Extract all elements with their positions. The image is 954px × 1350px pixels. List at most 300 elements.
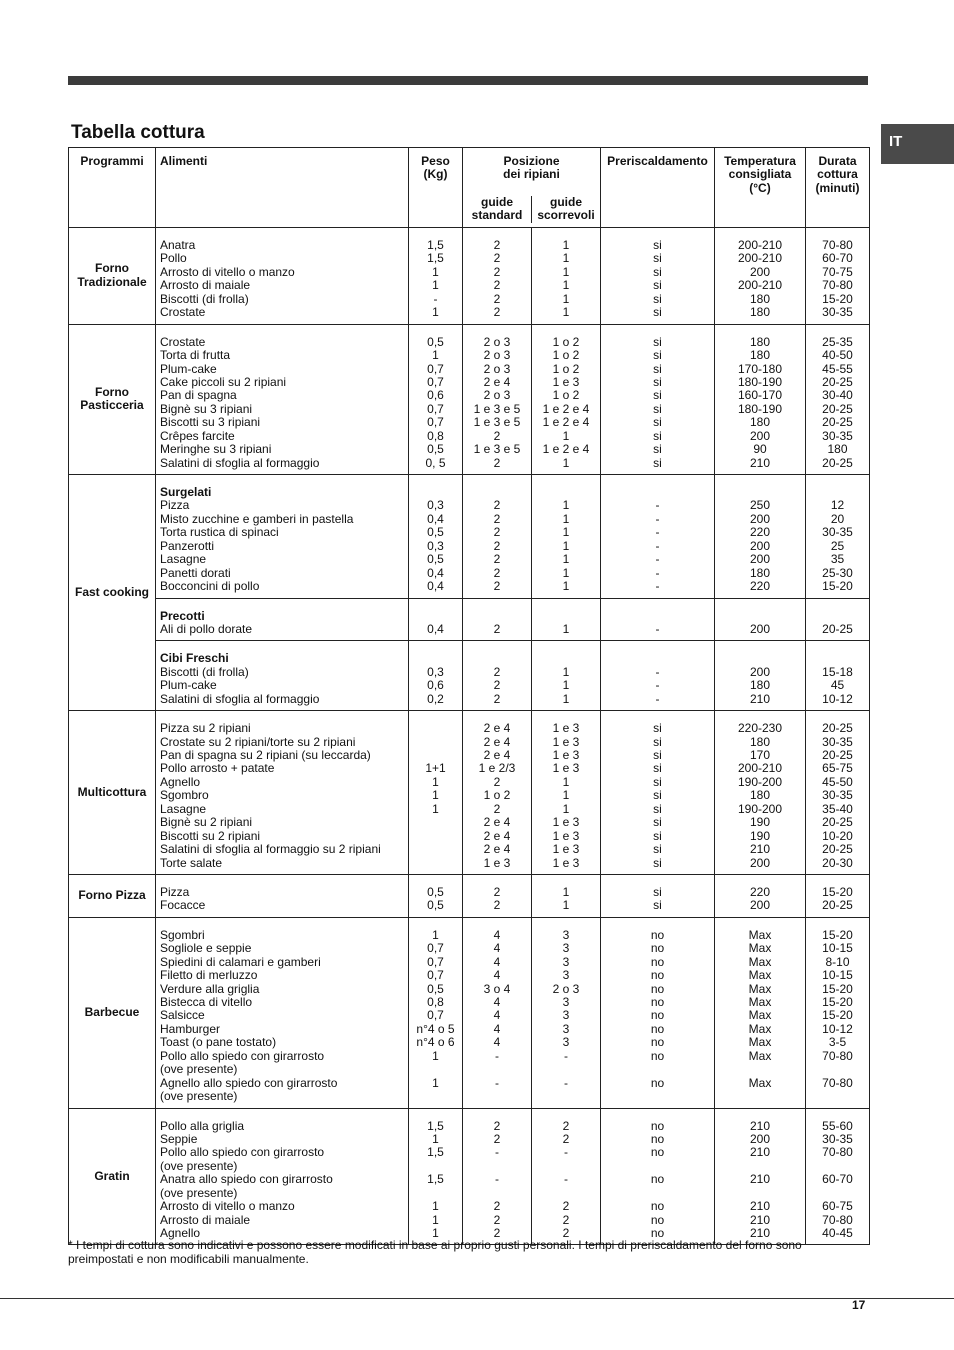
heading-spacer (806, 610, 869, 623)
cell-value: Max (748, 941, 772, 956)
cell-value: 180 (749, 348, 771, 363)
cell-value: 15-18 (822, 664, 853, 679)
cell-value: 2 e 4 (483, 721, 511, 736)
header-preriscaldamento: Preriscaldamento (601, 148, 715, 228)
cell-value (601, 1187, 714, 1200)
cell-value: - (655, 552, 660, 567)
cell-value: 10-15 (822, 968, 853, 983)
cell-value: si (653, 898, 662, 913)
cell-value: 30-35 (822, 734, 853, 749)
cell-value: Anatra allo spiedo con girarrosto (160, 1172, 333, 1187)
cell-value: no (650, 954, 665, 969)
cell-value: 200 (749, 1131, 771, 1146)
program-name-line: Pasticceria (80, 398, 144, 413)
guide-scorrevoli-cell (532, 475, 601, 599)
guide-scorrevoli-cell (532, 641, 601, 711)
cell-value: 0,3 (427, 664, 444, 679)
cell-value: 200 (749, 538, 771, 553)
cell-value: 1 (562, 525, 570, 540)
cell-value: si (653, 361, 662, 376)
cell-value: 2 (493, 678, 501, 693)
temperatura-cell (715, 1108, 806, 1245)
cell-value: 2 (493, 691, 501, 706)
cell-value: 2 (493, 278, 501, 293)
cell-value: 0,7 (427, 941, 444, 956)
cell-value: Biscotti (di frolla) (160, 291, 249, 306)
table-row (69, 641, 870, 711)
temperatura-cell (715, 475, 806, 599)
cell-value (463, 1090, 531, 1103)
cell-value: no (650, 1226, 665, 1240)
cell-value: Anatra (160, 238, 196, 252)
cell-value: 200 (749, 621, 771, 636)
cell-value: 1 o 2 (483, 788, 511, 803)
table-row (69, 324, 870, 474)
cell-value (409, 857, 462, 870)
table-row (69, 1108, 870, 1245)
cell-value: 0,4 (427, 565, 444, 580)
cell-value: 190-200 (737, 774, 783, 789)
cell-value: 1 (432, 774, 439, 789)
cell-value (409, 1187, 462, 1200)
cell-value: 170 (749, 748, 771, 762)
cell-value: Bocconcini di pollo (160, 579, 260, 594)
cell-value: 0,4 (427, 621, 444, 636)
cell-value: Salsicce (160, 1008, 205, 1023)
cell-value: 20 (830, 511, 845, 526)
cell-value: Meringhe su 3 ripiani (160, 442, 272, 457)
cell-value: 45-55 (822, 361, 853, 376)
peso-cell (409, 641, 463, 711)
cell-value: Agnello allo spiedo con girarrosto (160, 1075, 338, 1090)
cell-value (463, 1187, 531, 1200)
cell-value: 1 (562, 801, 570, 816)
cell-value: 20-25 (822, 898, 853, 913)
cell-value: 1 (432, 1131, 439, 1146)
header-temperatura-line: Temperatura (724, 154, 796, 168)
cell-value: 0,3 (427, 498, 444, 513)
cell-value: 1 (562, 291, 570, 306)
cell-value: 1 e 3 (552, 828, 580, 843)
cell-value: 2 (493, 565, 501, 580)
header-temperatura-line: (°C) (749, 180, 771, 195)
cell-value: - (495, 1145, 499, 1160)
program-cell (69, 228, 156, 325)
cell-value: 12 (830, 498, 845, 513)
header-temperatura (715, 148, 806, 228)
header-programmi: Programmi (69, 148, 156, 228)
program-name-line: Forno (95, 261, 129, 276)
cell-value: no (650, 1008, 665, 1023)
durata-cell (806, 641, 870, 711)
cell-value: 200 (749, 855, 771, 870)
cell-value: 210 (749, 1172, 771, 1187)
cell-value: Max (748, 1008, 772, 1023)
cell-value: Panzerotti (160, 538, 215, 553)
cell-value: si (653, 291, 662, 306)
cell-value: 0,5 (427, 334, 444, 349)
cell-value: 40-50 (822, 348, 853, 363)
header-durata-line: cottura (817, 167, 858, 182)
heading-spacer (532, 610, 600, 623)
preriscaldamento-cell (601, 711, 715, 875)
program-cell (69, 324, 156, 474)
cell-value (463, 1160, 531, 1173)
cell-value: 190 (749, 828, 771, 843)
page-title: Tabella cottura (71, 122, 205, 143)
cell-value: 2 (562, 1131, 570, 1146)
cell-value: n°4 o 6 (416, 1035, 455, 1050)
cell-value: 1 (432, 1048, 439, 1063)
cell-value: Salatini di sfoglia al formaggio (160, 455, 320, 470)
cell-value: 55-60 (822, 1118, 853, 1133)
cell-value: 1 e 3 (552, 748, 580, 762)
cell-value: Crostate (160, 334, 206, 349)
cell-value: si (653, 815, 662, 830)
cell-value: 2 (493, 498, 501, 513)
cell-value: Max (748, 1048, 772, 1063)
cell-value: 20-30 (822, 855, 853, 870)
cell-value: Pan di spagna (160, 388, 237, 403)
cell-value: 1 (562, 678, 570, 693)
cell-value (463, 1063, 531, 1076)
cell-value: no (650, 1075, 665, 1090)
peso-cell (409, 598, 463, 641)
cell-value: 4 (493, 995, 501, 1009)
temperatura-cell (715, 324, 806, 474)
header-temperatura-line: consigliata (728, 167, 792, 182)
guide-standard-cell (463, 324, 532, 474)
cell-value: 2 (493, 525, 501, 540)
cell-value: no (650, 1021, 665, 1036)
header-guide-scorrevoli-line: guide (550, 194, 582, 209)
cell-value: Agnello (160, 1226, 201, 1240)
cell-value: no (650, 1048, 665, 1063)
peso-cell (409, 1108, 463, 1245)
cell-value: Bistecca di vitello (160, 995, 253, 1009)
cell-value: Panetti dorati (160, 565, 231, 580)
cell-value: Crêpes farcite (160, 428, 235, 443)
cell-value: 2 (493, 251, 501, 266)
cell-value: 1 (562, 428, 570, 443)
cell-value: 1 e 3 e 5 (473, 401, 521, 416)
temperatura-cell (715, 711, 806, 875)
cell-value: Sgombri (160, 927, 205, 942)
header-row (69, 148, 870, 228)
cell-value: 210 (749, 1226, 771, 1240)
guide-scorrevoli-cell (532, 917, 601, 1108)
cell-value: 4 (493, 1021, 501, 1036)
page-number: 17 (852, 1298, 866, 1312)
cell-value: 220 (749, 525, 771, 540)
cell-value: 1 (562, 278, 570, 293)
cell-value: 200 (749, 264, 771, 279)
program-name-line: Barbecue (84, 1004, 140, 1019)
cell-value: 210 (749, 1199, 771, 1214)
cell-value: (ove presente) (160, 1185, 238, 1200)
cell-value: 20-25 (822, 455, 853, 470)
cell-value: 1 (562, 264, 570, 279)
alimenti-cell (156, 228, 409, 325)
cell-value: 180 (749, 415, 771, 430)
program-name-line: Forno Pizza (78, 888, 146, 903)
cell-value: - (655, 678, 660, 693)
header-guide-standard-line: standard (471, 208, 523, 223)
cell-value: 2 e 4 (483, 828, 511, 843)
cell-value: 1,5 (427, 251, 444, 266)
cell-value: 2 (493, 552, 501, 567)
cell-value: 210 (749, 455, 771, 470)
table-row (69, 228, 870, 325)
cell-value: - (495, 1048, 499, 1063)
peso-cell (409, 228, 463, 325)
cell-value: 0,8 (427, 428, 444, 443)
cell-value: 170-180 (737, 361, 783, 376)
durata-cell (806, 917, 870, 1108)
cell-value: 3 (562, 1035, 570, 1050)
cell-value: 3 (562, 1008, 570, 1023)
cell-value: 2 (562, 1226, 570, 1240)
cell-value: - (564, 1075, 568, 1090)
subgroup-heading: Precotti (160, 608, 205, 623)
cell-value (601, 1160, 714, 1173)
cell-value (409, 736, 462, 749)
cell-value: 1 (432, 1212, 439, 1227)
cell-value: 20-25 (822, 415, 853, 430)
durata-cell (806, 874, 870, 917)
cell-value: 70-80 (822, 238, 853, 252)
durata-cell (806, 711, 870, 875)
cell-value: 0,5 (427, 884, 444, 899)
cell-value: no (650, 1118, 665, 1133)
heading-spacer (715, 610, 805, 623)
cell-value: 1 (562, 552, 570, 567)
cell-value: 25-35 (822, 334, 853, 349)
cell-value: - (655, 511, 660, 526)
peso-cell (409, 475, 463, 599)
cell-value (409, 1090, 462, 1103)
cell-value: 60-70 (822, 1172, 853, 1187)
cell-value: 10-12 (822, 691, 853, 706)
cell-value: 2 e 4 (483, 842, 511, 857)
cell-value (715, 1063, 805, 1076)
cell-value: - (495, 1172, 499, 1187)
cell-value: 0,3 (427, 538, 444, 553)
cell-value: 1 o 2 (552, 348, 580, 363)
footnote: * I tempi di cottura sono indicativi e possono essere modificati in base ai proprio gusti personali. I tempi di preriscaldamento del forno sono preimpostati e non modificabili manualmente. (68, 1238, 802, 1266)
cell-value: 65-75 (822, 761, 853, 776)
cell-value: Agnello (160, 774, 201, 789)
cell-value: Toast (o pane tostato) (160, 1035, 277, 1050)
cell-value: 1 e 2 e 4 (542, 442, 590, 457)
cell-value: 20-25 (822, 401, 853, 416)
cell-value: si (653, 278, 662, 293)
guide-scorrevoli-cell (532, 598, 601, 641)
cell-value: 1 (432, 927, 439, 942)
cell-value: si (653, 884, 662, 899)
cell-value: 2 (493, 1226, 501, 1240)
cell-value: 200-210 (737, 238, 783, 252)
cell-value: Crostate (160, 305, 206, 320)
heading-spacer (532, 486, 600, 499)
cell-value: 15-20 (822, 291, 853, 306)
heading-spacer (463, 652, 531, 665)
cell-value: 1,5 (427, 1118, 444, 1133)
cell-value: 30-35 (822, 428, 853, 443)
durata-cell (806, 324, 870, 474)
cell-value: 1 (562, 511, 570, 526)
cell-value: 2 (493, 291, 501, 306)
cell-value: 1 (562, 565, 570, 580)
cell-value: 220 (749, 884, 771, 899)
cell-value: 25-30 (822, 565, 853, 580)
cell-value: 2 (493, 621, 501, 636)
heading-spacer (409, 652, 462, 665)
cell-value (409, 1160, 462, 1173)
cell-value: 0,7 (427, 1008, 444, 1023)
cell-value: no (650, 1035, 665, 1050)
cell-value: 1 e 3 (552, 721, 580, 736)
subgroup-heading: Surgelati (160, 485, 212, 499)
cell-value: si (653, 761, 662, 776)
cell-value: 1 e 3 (552, 842, 580, 857)
cell-value: 180 (749, 788, 771, 803)
program-name-line: Gratin (94, 1168, 130, 1183)
cell-value: 1,5 (427, 1172, 444, 1187)
preriscaldamento-cell (601, 228, 715, 325)
cell-value: 15-20 (822, 995, 853, 1009)
bottom-rule (0, 1298, 954, 1299)
heading-spacer (601, 486, 714, 499)
cell-value: 1 (432, 1199, 439, 1214)
cell-value: 20-25 (822, 621, 853, 636)
top-rule (68, 76, 868, 85)
table-row (69, 475, 870, 599)
peso-cell (409, 874, 463, 917)
cell-value: 3 (562, 1021, 570, 1036)
cell-value: no (650, 941, 665, 956)
language-tab: IT (881, 124, 954, 164)
temperatura-cell (715, 874, 806, 917)
program-name-line: Multicottura (77, 784, 147, 799)
cell-value: 2 (493, 884, 501, 899)
cell-value: 1 o 2 (552, 361, 580, 376)
cell-value: Bignè su 2 ripiani (160, 815, 253, 830)
heading-spacer (806, 486, 869, 499)
alimenti-cell (156, 324, 409, 474)
cell-value: 2 (493, 898, 501, 913)
cell-value: 60-70 (822, 251, 853, 266)
cell-value: 1 (562, 538, 570, 553)
cell-value: si (653, 734, 662, 749)
preriscaldamento-cell (601, 641, 715, 711)
cell-value: 0,7 (427, 415, 444, 430)
cell-value: 4 (493, 1035, 501, 1050)
cell-value: 4 (493, 941, 501, 956)
cell-value: 4 (493, 1008, 501, 1023)
cell-value: 210 (749, 691, 771, 706)
cell-value: 2 (562, 1118, 570, 1133)
cell-value: 3 (562, 954, 570, 969)
cell-value: Spiedini di calamari e gamberi (160, 954, 321, 969)
cell-value: si (653, 855, 662, 870)
cell-value: - (433, 291, 438, 306)
cell-value: Focacce (160, 898, 206, 913)
cooking-table (68, 147, 870, 1245)
cell-value: 1 (562, 788, 570, 803)
cell-value: 1 (562, 691, 570, 706)
cell-value: 180-190 (737, 401, 783, 416)
cell-value: 1 e 3 (483, 855, 511, 870)
cell-value: Pollo (160, 251, 187, 266)
cell-value: 200-210 (737, 278, 783, 293)
cell-value: Verdure alla griglia (160, 981, 260, 996)
cell-value: si (653, 305, 662, 320)
guide-standard-cell (463, 711, 532, 875)
cell-value: 2 e 4 (483, 374, 511, 389)
cell-value: Hamburger (160, 1021, 221, 1036)
program-cell (69, 475, 156, 711)
cell-value: no (650, 968, 665, 983)
header-guide-scorrevoli (531, 196, 600, 223)
cell-value: 1 e 2/3 (478, 761, 516, 776)
header-posizione-line: dei ripiani (503, 167, 560, 182)
cell-value: 45 (830, 678, 845, 693)
cell-value: Pizza (160, 884, 190, 899)
guide-scorrevoli-cell (532, 711, 601, 875)
cell-value: 70-80 (822, 278, 853, 293)
cell-value: si (653, 374, 662, 389)
cell-value: si (653, 238, 662, 252)
cell-value: 180 (827, 442, 848, 457)
cell-value: 0,7 (427, 968, 444, 983)
cell-value: 220-230 (737, 721, 783, 736)
cell-value: 1 (432, 801, 439, 816)
cell-value (532, 1187, 600, 1200)
cell-value: 200 (749, 511, 771, 526)
cell-value: 0,4 (427, 511, 444, 526)
cell-value: 45-50 (822, 774, 853, 789)
cell-value: Filetto di merluzzo (160, 968, 258, 983)
cell-value: 2 (493, 538, 501, 553)
heading-spacer (409, 486, 462, 499)
cell-value: (ove presente) (160, 1089, 238, 1104)
cell-value: 2 o 3 (483, 388, 511, 403)
cell-value: 2 (493, 511, 501, 526)
cell-value: 3 (562, 941, 570, 956)
cell-value: 160-170 (737, 388, 783, 403)
heading-spacer (601, 652, 714, 665)
cell-value: Max (748, 968, 772, 983)
heading-spacer (806, 652, 869, 665)
header-posizione (463, 148, 601, 228)
cell-value: 35 (830, 552, 845, 567)
cell-value: 210 (749, 1212, 771, 1227)
program-name-line: Tradizionale (77, 274, 147, 289)
durata-cell (806, 475, 870, 599)
cell-value: 2 (562, 1199, 570, 1214)
guide-standard-cell (463, 641, 532, 711)
cell-value: Max (748, 954, 772, 969)
cell-value: - (655, 621, 660, 636)
cell-value (601, 1090, 714, 1103)
cell-value: 20-25 (822, 721, 853, 736)
cell-value: 1 (562, 238, 570, 252)
cell-value: 1 (432, 1075, 439, 1090)
cell-value: - (564, 1048, 568, 1063)
cell-value: Sgombro (160, 788, 209, 803)
cell-value: 1 e 3 (552, 374, 580, 389)
